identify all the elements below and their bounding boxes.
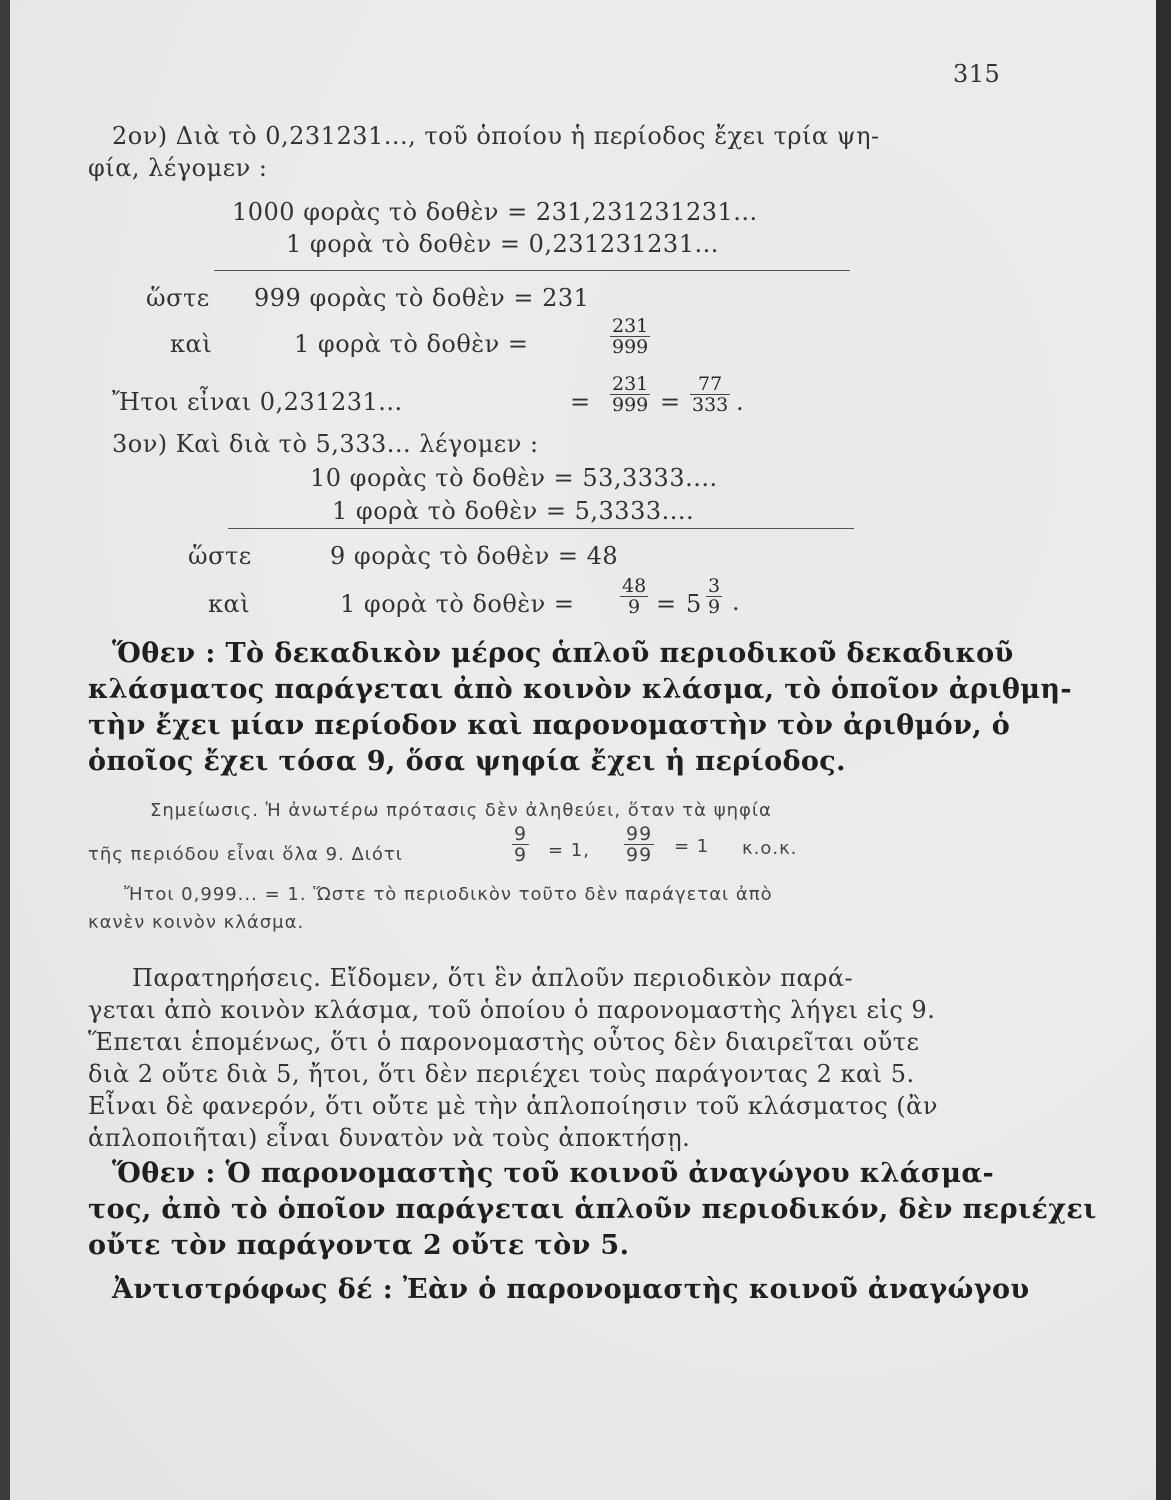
case3-subtraction-rule	[228, 528, 854, 529]
book-page	[10, 0, 1156, 1500]
fraction-numerator: 231	[612, 373, 649, 395]
rule1-line2: κλάσματος παράγεται ἀπὸ κοινὸν κλάσμα, τὸ ὁποῖον ἀριθμη-	[88, 674, 1073, 705]
fraction-denominator: 9	[708, 596, 721, 618]
equals-sign: =	[660, 388, 681, 416]
case2-row3-word: ὥστε	[146, 284, 210, 312]
period-mark: .	[736, 388, 745, 416]
note-fraction1	[508, 824, 533, 865]
note-line2-text: τῆς περιόδου εἶναι ὅλα 9. Διότι	[88, 844, 403, 865]
case2-subtraction-rule	[214, 270, 850, 271]
case2-intro-line2: φία, λέγομεν :	[88, 154, 268, 182]
fraction-denominator: 9	[514, 844, 528, 866]
case2-row2: 1 φορὰ τὸ δοθὲν = 0,231231231...	[286, 230, 719, 258]
note-kok: κ.ο.κ.	[742, 838, 798, 859]
remarks-line5: Εἶναι δὲ φανερόν, ὅτι οὔτε μὲ τὴν ἁπλοποίησιν τοῦ κλάσματος (ἂν	[88, 1092, 938, 1120]
note-fraction2	[620, 824, 658, 865]
note-line4: κανὲν κοινὸν κλάσμα.	[88, 912, 305, 933]
fraction-numerator: 99	[626, 823, 653, 845]
case2-row1: 1000 φορὰς τὸ δοθὲν = 231,231231231...	[232, 198, 758, 226]
case2-row4: 1 φορὰ τὸ δοθὲν =	[294, 330, 529, 358]
page-gutter-right	[1156, 0, 1171, 1500]
case2-row3: 999 φορὰς τὸ δοθὲν = 231	[254, 284, 590, 312]
note-eq1: = 1,	[548, 840, 590, 861]
case2-row5-label: Ἤτοι εἶναι 0,231231...	[112, 388, 403, 416]
case3-row4-word: καὶ	[208, 590, 251, 618]
fraction-denominator: 999	[612, 336, 649, 358]
fraction-denominator: 333	[692, 394, 729, 416]
case2-row5-fraction1	[606, 374, 654, 415]
converse-line1: Ἀντιστρόφως δέ : Ἐὰν ὁ παρονομαστὴς κοινοῦ ἀναγώγου	[112, 1274, 1030, 1305]
case3-row1: 10 φορὰς τὸ δοθὲν = 53,3333....	[310, 464, 718, 492]
note-line1: Σημείωσις. Ἡ ἀνωτέρω πρότασις δὲν ἀληθεύει, ὅταν τὰ ψηφία	[150, 800, 772, 821]
case2-row5-equals: =	[570, 388, 591, 416]
period-mark: .	[732, 588, 741, 616]
case3-row3: 9 φορὰς τὸ δοθὲν = 48	[330, 542, 619, 570]
rule1-line1: Ὅθεν : Τὸ δεκαδικὸν μέρος ἁπλοῦ περιοδικοῦ δεκαδικοῦ	[112, 638, 1014, 669]
case3-mixed-fraction	[702, 576, 726, 617]
fraction-numerator: 77	[690, 374, 730, 395]
remarks-line6: ἁπλοποιῆται) εἶναι δυνατὸν νὰ τοὺς ἀποκτήσῃ.	[88, 1124, 691, 1152]
rule1-line3: τὴν ἔχει μίαν περίοδον καὶ παρονομαστὴν τὸν ἀριθμόν, ὁ	[88, 710, 1011, 741]
remarks-line1: Παρατηρήσεις. Εἴδομεν, ὅτι ἓν ἁπλοῦν περιοδικὸν παρά-	[132, 964, 854, 992]
fraction-denominator: 999	[612, 394, 649, 416]
remarks-line4: διὰ 2 οὔτε διὰ 5, ἤτοι, ὅτι δὲν περιέχει τοὺς παράγοντας 2 καὶ 5.	[88, 1060, 915, 1088]
case3-row4: 1 φορὰ τὸ δοθὲν =	[340, 590, 575, 618]
remarks-line2: γεται ἀπὸ κοινὸν κλάσμα, τοῦ ὁποίου ὁ παρονομαστὴς λήγει εἰς 9.	[88, 996, 936, 1024]
fraction-numerator: 48	[622, 575, 647, 597]
case3-row2: 1 φορὰ τὸ δοθὲν = 5,3333....	[332, 497, 695, 525]
fraction-denominator: 99	[626, 844, 653, 866]
case2-intro-line1: 2ον) Διὰ τὸ 0,231231..., τοῦ ὁποίου ἡ περίοδος ἔχει τρία ψη-	[112, 122, 880, 150]
remarks-line3: Ἕπεται ἑπομένως, ὅτι ὁ παρονομαστὴς οὗτος δὲν διαιρεῖται οὔτε	[88, 1028, 920, 1056]
rule2-line2: τος, ἀπὸ τὸ ὁποῖον παράγεται ἁπλοῦν περιοδικόν, δὲν περιέχει	[88, 1194, 1097, 1225]
case2-row5-fraction2	[686, 374, 734, 415]
case2-row4-word: καὶ	[170, 330, 213, 358]
equals-sign: =	[656, 590, 677, 618]
fraction-denominator: 9	[628, 596, 641, 618]
fraction-numerator: 3	[708, 575, 721, 597]
page-number: 315	[953, 60, 1001, 88]
page-gutter-left	[0, 0, 10, 1500]
case2-row4-fraction	[606, 316, 654, 357]
fraction-numerator: 9	[514, 823, 528, 845]
rule1-line4: ὁποῖος ἔχει τόσα 9, ὅσα ψηφία ἔχει ἡ περίοδος.	[88, 746, 846, 777]
case3-intro: 3ον) Καὶ διὰ τὸ 5,333... λέγομεν :	[112, 430, 539, 458]
rule2-line1: Ὅθεν : Ὁ παρονομαστὴς τοῦ κοινοῦ ἀναγώγου κλάσμα-	[112, 1158, 995, 1189]
case3-row3-word: ὥστε	[188, 542, 252, 570]
note-line3: Ἤτοι 0,999... = 1. Ὥστε τὸ περιοδικὸν τοῦτο δὲν παράγεται ἀπὸ	[124, 884, 773, 905]
case3-mixed-whole: 5	[686, 590, 702, 618]
rule2-line3: οὔτε τὸν παράγοντα 2 οὔτε τὸν 5.	[88, 1230, 630, 1261]
fraction-numerator: 231	[612, 315, 649, 337]
note-eq2: = 1	[674, 836, 710, 857]
case3-row4-fraction	[616, 576, 652, 617]
